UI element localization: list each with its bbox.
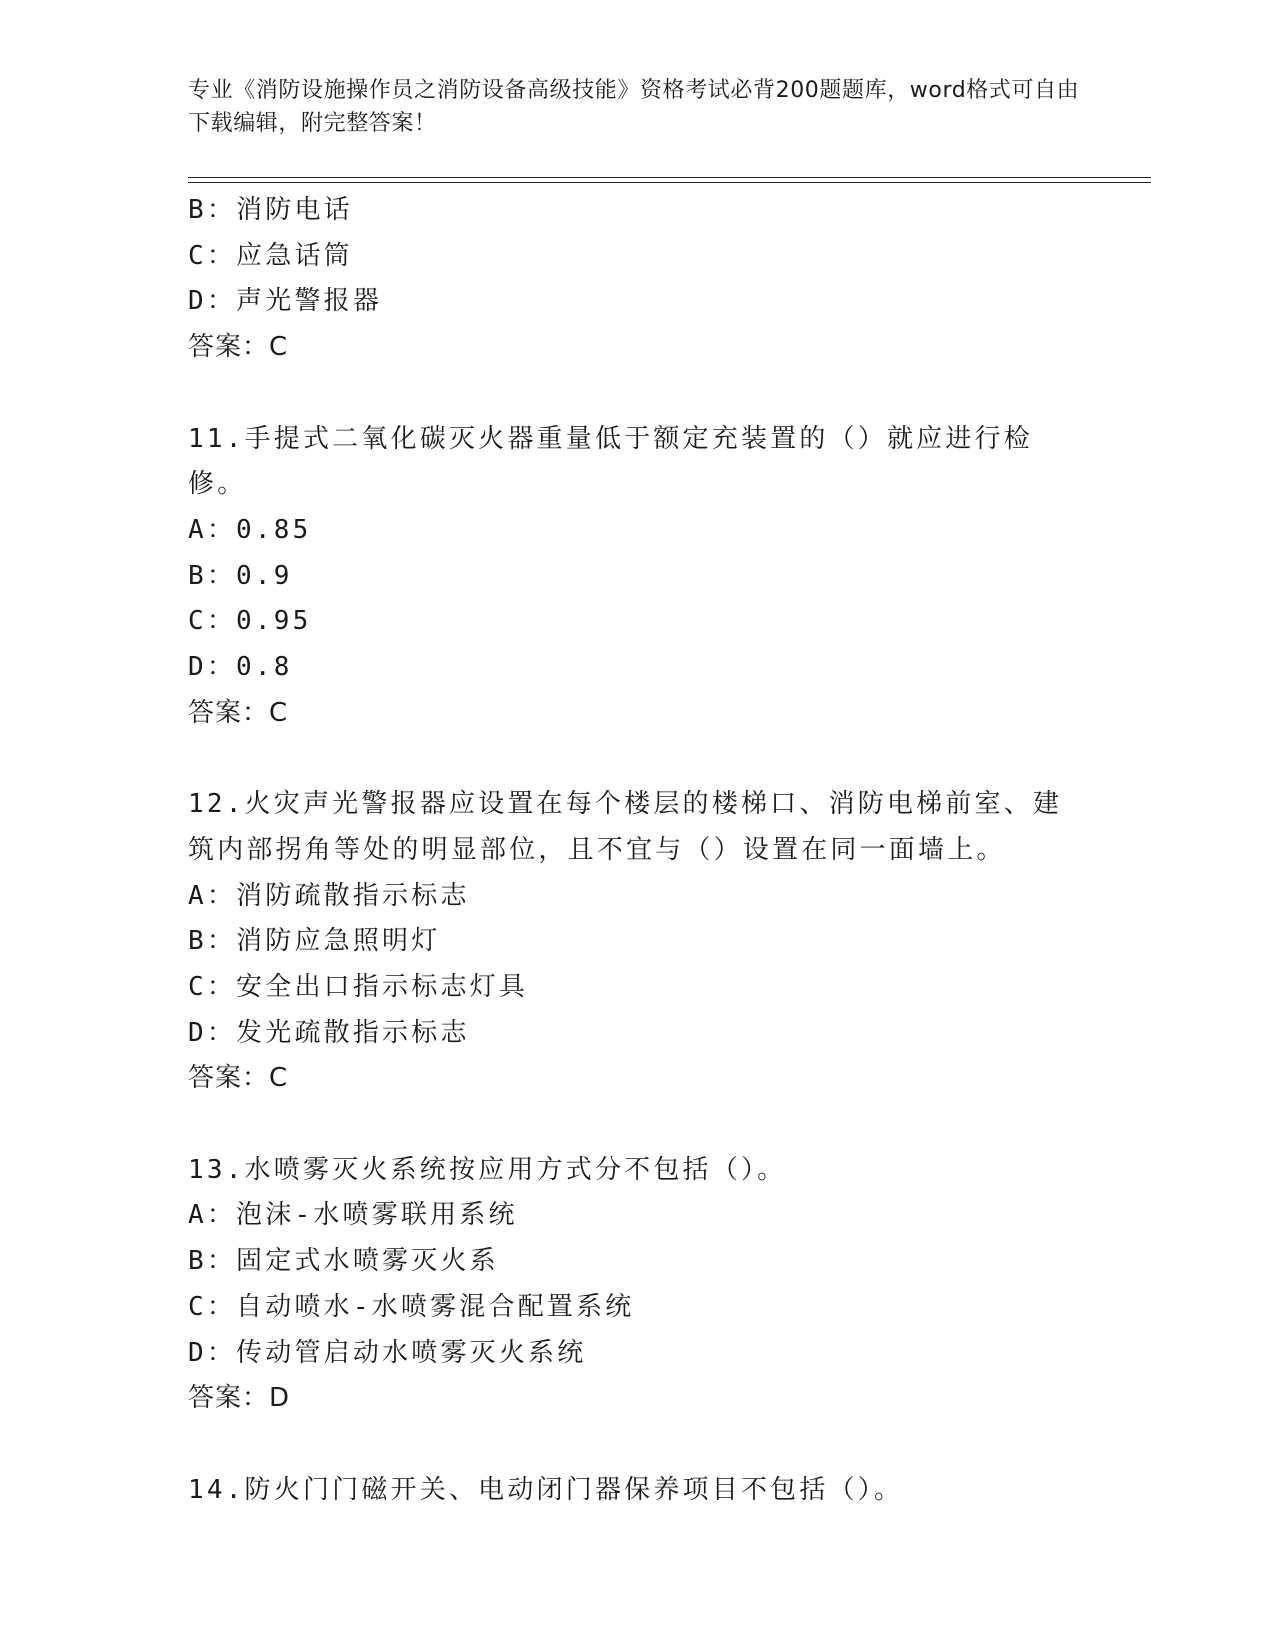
option-a: A：0.85 xyxy=(188,514,312,545)
option-c: C：自动喷水-水喷雾混合配置系统 xyxy=(188,1291,635,1322)
question-14-text: 14.防火门门磁开关、电动闭门器保养项目不包括（）。 xyxy=(188,1474,904,1505)
question-13-text: 13.水喷雾灭火系统按应用方式分不包括（）。 xyxy=(188,1154,787,1185)
option-b: B：固定式水喷雾灭火系 xyxy=(188,1246,499,1277)
document-header: 专业《消防设施操作员之消防设备高级技能》资格考试必背200题题库，word格式可自由下载编辑，附完整答案！ xyxy=(188,78,1080,136)
option-d: D：发光疏散指示标志 xyxy=(188,1017,470,1048)
option-b: B：消防电话 xyxy=(188,195,353,225)
document-body xyxy=(188,188,1108,1513)
spacer xyxy=(188,1422,1108,1468)
option-c: C：0.95 xyxy=(188,606,312,637)
option-c: C：安全出口指示标志灯具 xyxy=(188,971,529,1002)
answer-line: 答案：C xyxy=(188,332,289,363)
option-d: D：声光警报器 xyxy=(188,286,383,317)
question-11-text: 11.手提式二氧化碳灭火器重量低于额定充装置的（）就应进行检修。 xyxy=(188,423,1033,500)
spacer xyxy=(188,371,1108,417)
option-d: D：传动管启动水喷雾灭火系统 xyxy=(188,1337,587,1368)
question-12-text: 12.火灾声光警报器应设置在每个楼层的楼梯口、消防电梯前室、建筑内部拐角等处的明显部位，且不宜与（）设置在同一面墙上。 xyxy=(188,789,1063,865)
spacer xyxy=(188,736,1108,782)
spacer xyxy=(188,1102,1108,1148)
answer-line: 答案：C xyxy=(188,697,289,728)
option-a: A：消防疏散指示标志 xyxy=(188,880,470,911)
option-b: B：0.9 xyxy=(188,560,293,591)
option-d: D：0.8 xyxy=(188,652,293,683)
answer-line: 答案：D xyxy=(188,1383,291,1414)
answer-line: 答案：C xyxy=(188,1063,289,1094)
option-a: A：泡沫-水喷雾联用系统 xyxy=(188,1200,518,1231)
option-c: C：应急话筒 xyxy=(188,240,353,271)
header-rule-top xyxy=(188,177,1151,178)
option-b: B：消防应急照明灯 xyxy=(188,926,441,957)
header-rule-bottom xyxy=(188,182,1151,183)
